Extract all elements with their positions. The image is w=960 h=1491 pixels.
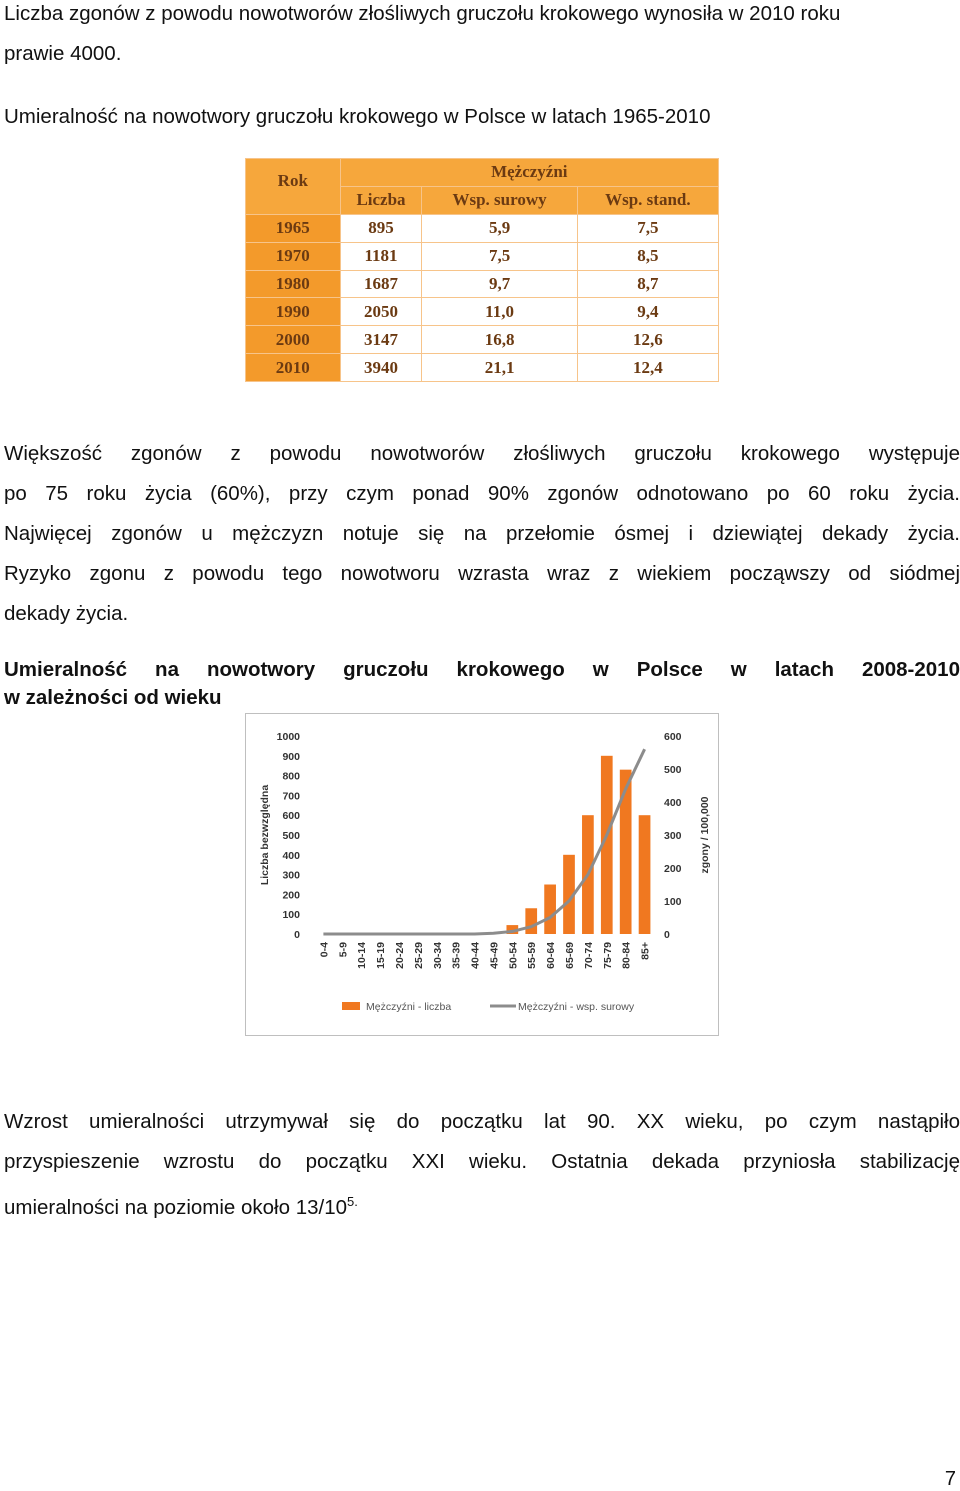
y2-tick-label: 200 xyxy=(664,863,682,875)
chart-heading-line-1: Umieralność na nowotwory gruczołu krokowego w Polsce w latach 2008-2010 xyxy=(4,658,960,681)
cell-stand: 12,4 xyxy=(577,354,718,382)
chart-bar xyxy=(620,770,632,934)
y-tick-label: 900 xyxy=(282,750,300,763)
y2-tick-label: 500 xyxy=(664,764,682,776)
legend-line-label: Mężczyźni - wsp. surowy xyxy=(518,1001,635,1013)
table-row xyxy=(246,354,719,382)
cell-year: 2010 xyxy=(246,354,341,382)
table-row xyxy=(246,242,719,270)
cell-year: 1965 xyxy=(246,214,341,242)
chart-bar xyxy=(544,885,556,935)
age-line-4: Ryzyko zgonu z powodu tego nowotworu wzrasta wraz z wiekiem począwszy od siódmej xyxy=(4,562,960,585)
y-axis-label: Liczba bezwzględna xyxy=(259,784,271,886)
table-row xyxy=(246,270,719,298)
table-row xyxy=(246,326,719,354)
chart-bar xyxy=(525,908,537,934)
y-tick-label: 600 xyxy=(282,810,300,823)
chart-heading xyxy=(4,656,960,712)
mortality-table xyxy=(245,158,719,382)
cell-stand: 8,5 xyxy=(577,242,718,270)
table-row xyxy=(246,298,719,326)
col-header-group: Mężczyźni xyxy=(340,159,718,187)
cell-year: 1990 xyxy=(246,298,341,326)
cell-liczba: 2050 xyxy=(340,298,422,326)
col-header-liczba: Liczba xyxy=(340,186,422,214)
cell-liczba: 3940 xyxy=(340,354,422,382)
x-tick-label: 25-29 xyxy=(412,942,425,969)
y2-tick-label: 0 xyxy=(664,929,670,941)
intro-line-2: prawie 4000. xyxy=(4,42,122,65)
y2-tick-label: 600 xyxy=(664,731,682,743)
intro-paragraph xyxy=(4,0,960,74)
cell-liczba: 3147 xyxy=(340,326,422,354)
cell-surowy: 21,1 xyxy=(422,354,577,382)
y-tick-label: 700 xyxy=(282,790,300,803)
y-tick-label: 800 xyxy=(282,770,300,783)
cell-year: 1980 xyxy=(246,270,341,298)
intro-line-1: Liczba zgonów z powodu nowotworów złośliwych gruczołu krokowego wynosiła w 2010 roku xyxy=(4,2,841,25)
age-line-1: Większość zgonów z powodu nowotworów złośliwych gruczołu krokowego występuje xyxy=(4,442,960,465)
x-tick-label: 55-59 xyxy=(526,942,539,969)
cell-year: 2000 xyxy=(246,326,341,354)
cell-surowy: 16,8 xyxy=(422,326,577,354)
legend-bar-swatch xyxy=(342,1002,360,1010)
cell-liczba: 1181 xyxy=(340,242,422,270)
y-tick-label: 200 xyxy=(282,889,300,902)
col-header-stand: Wsp. stand. xyxy=(577,186,718,214)
cell-surowy: 9,7 xyxy=(422,270,577,298)
x-tick-label: 80-84 xyxy=(620,942,633,969)
legend-bar-label: Mężczyźni - liczba xyxy=(366,1001,452,1013)
x-tick-label: 15-19 xyxy=(375,942,388,969)
x-tick-label: 20-24 xyxy=(394,942,406,969)
y-tick-label: 500 xyxy=(282,830,300,842)
x-tick-label: 40-44 xyxy=(469,942,482,969)
mortality-table-grid xyxy=(245,158,719,382)
chart-svg xyxy=(246,714,718,1035)
table-heading: Umieralność na nowotwory gruczołu krokowego w Polsce w latach 1965-2010 xyxy=(4,105,711,128)
chart-line-series xyxy=(323,749,644,934)
page-number: 7 xyxy=(944,1468,956,1490)
age-line-5: dekady życia. xyxy=(4,602,129,625)
cell-surowy: 11,0 xyxy=(422,298,577,326)
age-paragraph xyxy=(4,434,960,634)
cell-surowy: 5,9 xyxy=(422,214,577,242)
y2-tick-label: 300 xyxy=(664,830,682,842)
y-tick-label: 100 xyxy=(282,909,300,922)
y-tick-label: 400 xyxy=(282,849,300,862)
age-line-2: po 75 roku życia (60%), przy czym ponad 90% zgonów odnotowano po 60 roku życia. xyxy=(4,482,960,505)
x-tick-label: 70-74 xyxy=(582,942,595,969)
col-header-rok: Rok xyxy=(246,159,341,215)
y2-axis-label: zgony / 100,000 xyxy=(699,796,711,874)
trend-line-3: umieralności na poziomie około $13/10^{5.}$ xyxy=(4,1194,358,1219)
trend-paragraph xyxy=(4,1102,960,1228)
trend-superscript: 5. xyxy=(347,1194,358,1209)
y-tick-label: 1000 xyxy=(276,731,300,743)
cell-liczba: 895 xyxy=(340,214,422,242)
y-tick-label: 0 xyxy=(294,929,300,941)
cell-stand: 12,6 xyxy=(577,326,718,354)
chart-bar xyxy=(639,815,651,934)
x-tick-label: 45-49 xyxy=(488,942,501,969)
cell-year: 1970 xyxy=(246,242,341,270)
trend-line-2: przyspieszenie wzrostu do początku XXI wieku. Ostatnia dekada przyniosła stabilizację xyxy=(4,1150,960,1173)
x-tick-label: 65-69 xyxy=(564,942,576,969)
x-tick-label: 10-14 xyxy=(356,942,369,969)
y-tick-label: 300 xyxy=(282,869,300,882)
chart-heading-line-2: w zależności od wieku xyxy=(4,686,222,709)
x-tick-label: 30-34 xyxy=(431,942,444,969)
cell-liczba: 1687 xyxy=(340,270,422,298)
col-header-surowy: Wsp. surowy xyxy=(422,186,577,214)
x-tick-label: 85+ xyxy=(639,942,652,960)
x-tick-label: 50-54 xyxy=(507,942,520,969)
trend-line-1: Wzrost umieralności utrzymywał się do początku lat 90. XX wieku, po czym nastąpiło xyxy=(4,1110,960,1133)
age-line-3: Najwięcej zgonów u mężczyzn notuje się na przełomie ósmej i dziewiątej dekady życia. xyxy=(4,522,960,545)
x-tick-label: 35-39 xyxy=(450,942,463,969)
y2-tick-label: 400 xyxy=(664,797,682,809)
cell-surowy: 7,5 xyxy=(422,242,577,270)
age-mortality-chart xyxy=(245,713,719,1036)
x-tick-label: 0-4 xyxy=(318,942,331,958)
x-tick-label: 60-64 xyxy=(545,942,558,969)
cell-stand: 8,7 xyxy=(577,270,718,298)
cell-stand: 7,5 xyxy=(577,214,718,242)
x-tick-label: 75-79 xyxy=(601,942,614,969)
x-tick-label: 5-9 xyxy=(337,942,350,958)
y2-tick-label: 100 xyxy=(664,896,682,908)
table-row xyxy=(246,214,719,242)
cell-stand: 9,4 xyxy=(577,298,718,326)
